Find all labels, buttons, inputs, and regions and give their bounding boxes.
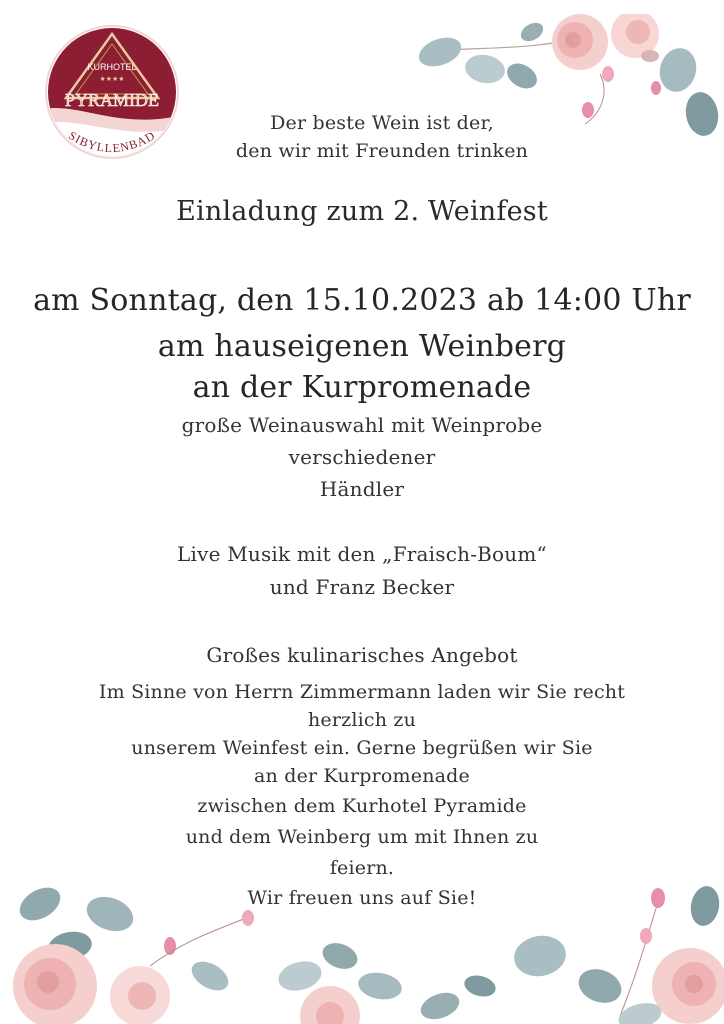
floral-decoration-bottom xyxy=(0,876,724,1024)
invitation-line-3: unserem Weinfest ein. Gerne begrüßen wir Sie xyxy=(131,737,593,759)
wine-line-1: große Weinauswahl mit Weinprobe xyxy=(181,413,543,437)
wine-line-3: Händler xyxy=(319,477,405,501)
event-date-line: am Sonntag, den 15.10.2023 ab 14:00 Uhr xyxy=(33,283,691,318)
event-place-line-2: an der Kurpromenade xyxy=(192,370,532,405)
invitation-line-4: an der Kurpromenade xyxy=(254,765,470,787)
logo-stars: ★★★★ xyxy=(99,75,125,83)
invitation-line-8: Wir freuen uns auf Sie! xyxy=(247,887,477,909)
music-line-1: Live Musik mit den „Fraisch-Boum“ xyxy=(177,542,547,566)
invitation-line-6: und dem Weinberg um mit Ihnen zu xyxy=(185,826,539,848)
wine-line-2: verschiedener xyxy=(288,445,436,469)
invitation-line-1: Im Sinne von Herrn Zimmermann laden wir Sie recht xyxy=(98,681,626,703)
invitation-title: Einladung zum 2. Weinfest xyxy=(176,196,548,227)
music-line-2: und Franz Becker xyxy=(269,575,455,599)
quote-line-1: Der beste Wein ist der, xyxy=(270,112,494,134)
logo-bottom-text: SIBYLLENBAD xyxy=(66,128,158,156)
logo-top-text: KURHOTEL xyxy=(87,62,137,72)
event-place-line-1: am hauseigenen Weinberg xyxy=(157,329,567,364)
invitation-line-2: herzlich zu xyxy=(307,709,417,731)
logo-brand: PYRAMIDE xyxy=(64,90,160,110)
invitation-line-5: zwischen dem Kurhotel Pyramide xyxy=(197,795,527,817)
food-line: Großes kulinarisches Angebot xyxy=(206,643,518,667)
quote-line-2: den wir mit Freunden trinken xyxy=(235,140,529,162)
invitation-line-7: feiern. xyxy=(329,857,395,879)
